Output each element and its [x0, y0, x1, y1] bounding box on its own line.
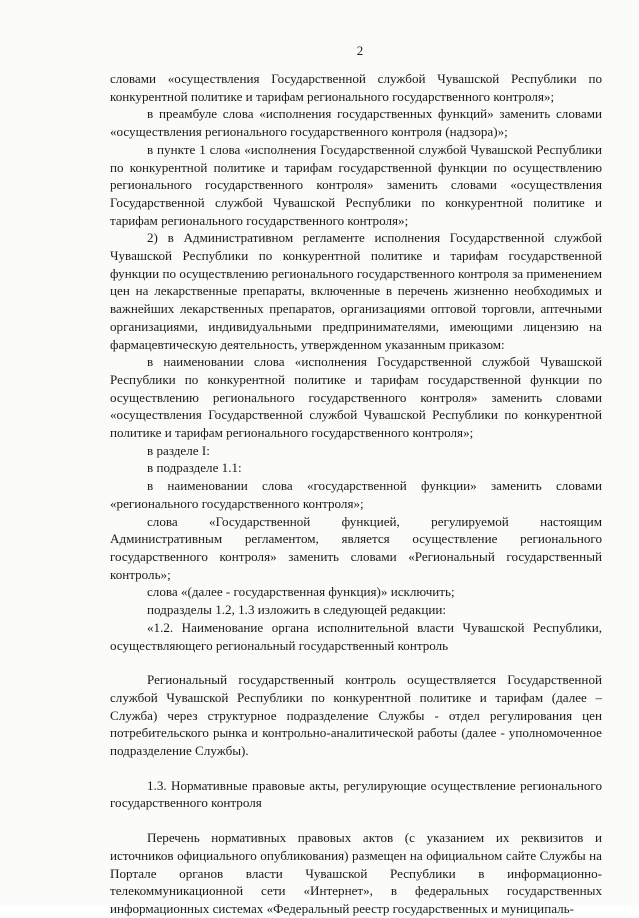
paragraph-2: в преамбуле слова «исполнения государственных функций» заменить словами «осуществления регионального государственного контроля (надзора)»; [110, 106, 602, 140]
paragraph-5: в наименовании слова «исполнения Государственной службой Чувашской Республики по конкурентной политике и тарифам государственной функции по осуществлению регионального государственного контроля» заменить словами «осуществления Государственной службой Чувашской Республики по конкурентной политике и тарифам регионального государственного контроля»; [110, 354, 602, 441]
paragraph-6: в разделе I: [147, 442, 210, 458]
paragraph-4: 2) в Административном регламенте исполнения Государственной службой Чувашской Республики по конкурентной политике и тарифам государственной функции по осуществлению регионального государственного контроля за применением цен на лекарственные препараты, включенные в перечень жизненно необходимых и важнейших лекарственных препаратов, организациями оптовой торговли, аптечными организациями, индивидуальными предпринимателями, имеющими лицензию на фармацевтическую деятельность, утвержденном указанным приказом: [110, 230, 602, 352]
paragraph-1: словами «осуществления Государственной службой Чувашской Республики по конкурентной политике и тарифам регионального государственного контроля»; [110, 71, 602, 104]
paragraph-12: Региональный государственный контроль осуществляется Государственной службой Чувашской Республики по конкурентной политике и тарифам (далее – Служба) через структурное подразделение Службы - отдел регулирования цен потребительского рынка и контрольно-аналитической работы (далее - уполномоченное подразделение Службы). [110, 672, 602, 759]
section-heading-1-2: «1.2. Наименование органа исполнительной власти Чувашской Республики, осуществляющего региональный государственный контроль [110, 619, 602, 653]
paragraph-10: слова «(далее - государственная функция)» исключить; [147, 584, 455, 600]
document-body [110, 70, 602, 918]
paragraph-11: подразделы 1.2, 1.3 изложить в следующей редакции: [147, 602, 447, 618]
page-number: 2 [356, 43, 364, 58]
paragraph-8: в наименовании слова «государственной функции» заменить словами «регионального государственного контроля»; [110, 478, 602, 511]
section-heading-1-3: 1.3. Нормативные правовые акты, регулирующие осуществление регионального государственного контроля [110, 777, 602, 811]
paragraph-3: в пункте 1 слова «исполнения Государственной службой Чувашской Республики по конкурентной политике и тарифам государственной функции по осуществлению регионального государственного контроля» заменить словами «осуществления Государственной службой Чувашской Республики по конкурентной политике и тарифам регионального государственного контроля»; [110, 141, 602, 228]
paragraph-7: в подразделе 1.1: [147, 460, 242, 476]
paragraph-13: Перечень нормативных правовых актов (с указанием их реквизитов и источников официального опубликования) размещен на официальном сайте Службы на Портале органов власти Чувашской Республики в информационно-телекоммуникационной сети «Интернет», в федеральных государственных информационных системах «Федеральный реестр государственных и муниципаль- [110, 830, 602, 916]
paragraph-9: слова «Государственной функцией, регулируемой настоящим Административным регламентом, является осуществление регионального государственного контроля» заменить словами «Региональный государственный контроль»; [110, 513, 602, 582]
